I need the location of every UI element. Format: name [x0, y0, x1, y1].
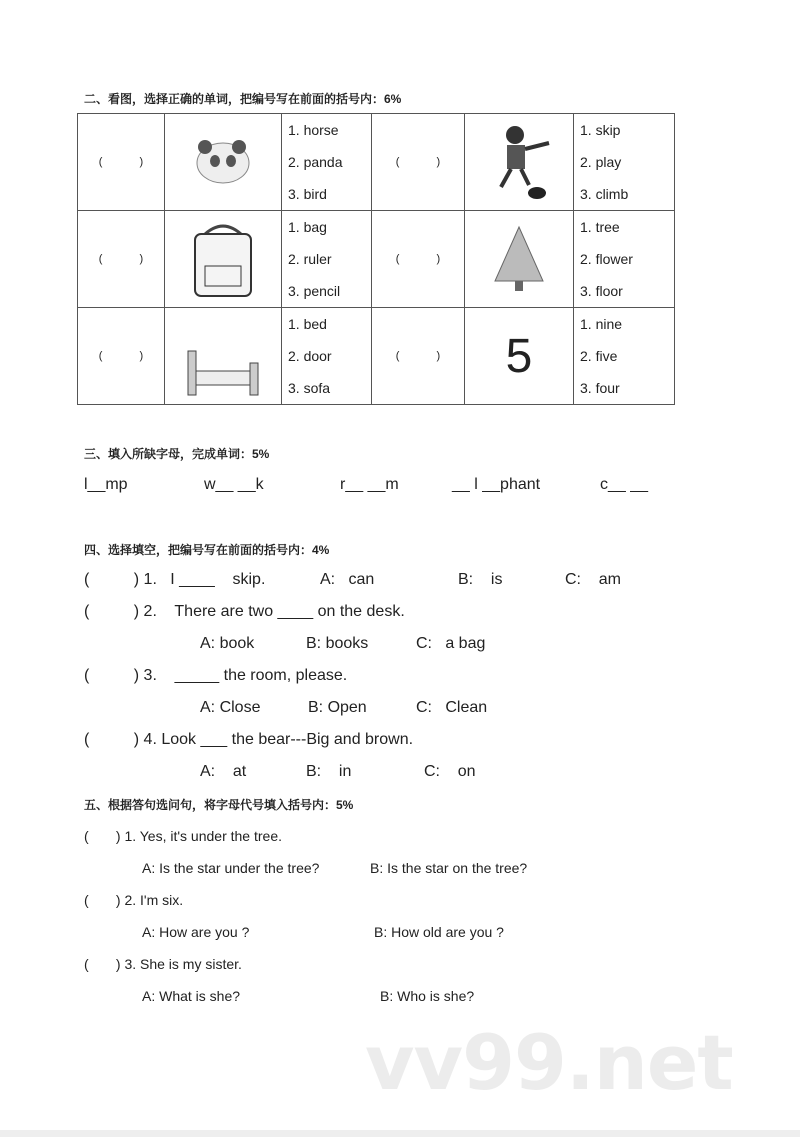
- q3-option-c: C: Clean: [416, 699, 488, 716]
- q2-option-c: C: a bag: [416, 635, 486, 652]
- option: 3. four: [580, 380, 620, 396]
- s5-q3-option-a: A: What is she?: [142, 988, 241, 1004]
- page-bottom-edge: [0, 1130, 800, 1137]
- option: 2. panda: [288, 154, 343, 170]
- question-2: ( ) 2. There are two ____ on the desk.: [84, 603, 405, 620]
- q3-option-a: A: Close: [200, 699, 261, 716]
- answer-blank[interactable]: ( ): [372, 308, 465, 405]
- section-2-title: 二、看图，选择正确的单词，把编号写在前面的括号内：6%: [84, 92, 402, 106]
- table-row: [78, 114, 675, 211]
- s5-question-1: ( ) 1. Yes, it's under the tree.: [84, 828, 282, 844]
- question-4: ( ) 4. Look ___ the bear---Big and brown.: [84, 731, 414, 748]
- option: 1. horse: [288, 122, 339, 138]
- option: 3. sofa: [288, 380, 331, 396]
- answer-blank[interactable]: ( ): [372, 211, 465, 308]
- q1-option-a: A: can: [320, 571, 375, 588]
- s5-q1-option-b: B: Is the star on the tree?: [370, 860, 528, 876]
- option: 2. door: [288, 348, 332, 364]
- missing-letter-word: l__mp: [84, 476, 128, 493]
- backpack-image: [165, 211, 282, 308]
- answer-blank[interactable]: ( ): [372, 114, 465, 211]
- question-3: ( ) 3. _____ the room, please.: [84, 667, 348, 684]
- s5-q3-option-b: B: Who is she?: [380, 988, 475, 1004]
- option: 1. bed: [288, 316, 327, 332]
- q2-option-b: B: books: [306, 635, 369, 652]
- option: 2. five: [580, 348, 618, 364]
- option: 2. play: [580, 154, 622, 170]
- q4-option-c: C: on: [424, 763, 476, 780]
- q1-option-c: C: am: [565, 571, 622, 588]
- missing-letter-word: c__ __: [600, 476, 649, 493]
- table-row: [78, 211, 675, 308]
- q4-option-a: A: at: [200, 763, 247, 780]
- table-row: [78, 308, 675, 405]
- option: 3. climb: [580, 186, 629, 202]
- s5-question-3: ( ) 3. She is my sister.: [84, 956, 242, 972]
- picture-word-table: [77, 113, 675, 405]
- q1-option-b: B: is: [458, 571, 503, 588]
- q4-option-b: B: in: [306, 763, 352, 780]
- option: 1. tree: [580, 219, 620, 235]
- q3-option-b: B: Open: [308, 699, 367, 716]
- option: 1. bag: [288, 219, 327, 235]
- option: 3. pencil: [288, 283, 341, 299]
- option: 2. ruler: [288, 251, 332, 267]
- answer-blank[interactable]: ( ): [78, 114, 165, 211]
- option: 3. floor: [580, 283, 623, 299]
- option: 1. skip: [580, 122, 621, 138]
- section-4-title: 四、选择填空，把编号写在前面的括号内：4%: [84, 543, 330, 557]
- numeral-five: 5: [465, 308, 574, 405]
- s5-question-2: ( ) 2. I'm six.: [84, 892, 184, 908]
- missing-letter-word: r__ __m: [340, 476, 399, 493]
- watermark: vv99.net: [365, 1018, 733, 1107]
- s5-q2-option-a: A: How are you ?: [142, 924, 250, 940]
- section-5-title: 五、根据答句选问句，将字母代号填入括号内：5%: [84, 798, 354, 812]
- missing-letter-word: __ l __phant: [452, 476, 541, 493]
- s5-q1-option-a: A: Is the star under the tree?: [142, 860, 320, 876]
- q2-option-a: A: book: [200, 635, 255, 652]
- answer-blank[interactable]: ( ): [78, 308, 165, 405]
- answer-blank[interactable]: ( ): [78, 211, 165, 308]
- tree-image: [465, 211, 574, 308]
- panda-image: [165, 114, 282, 211]
- boy-kicking-ball-image: [465, 114, 574, 211]
- missing-letter-word: w__ __k: [204, 476, 264, 493]
- bed-image: [165, 308, 282, 405]
- option: 3. bird: [288, 186, 327, 202]
- s5-q2-option-b: B: How old are you ?: [374, 924, 504, 940]
- option: 2. flower: [580, 251, 633, 267]
- option: 1. nine: [580, 316, 623, 332]
- question-1: ( ) 1. I ____ skip.: [84, 571, 266, 588]
- section-3-title: 三、填入所缺字母，完成单词：5%: [84, 447, 270, 461]
